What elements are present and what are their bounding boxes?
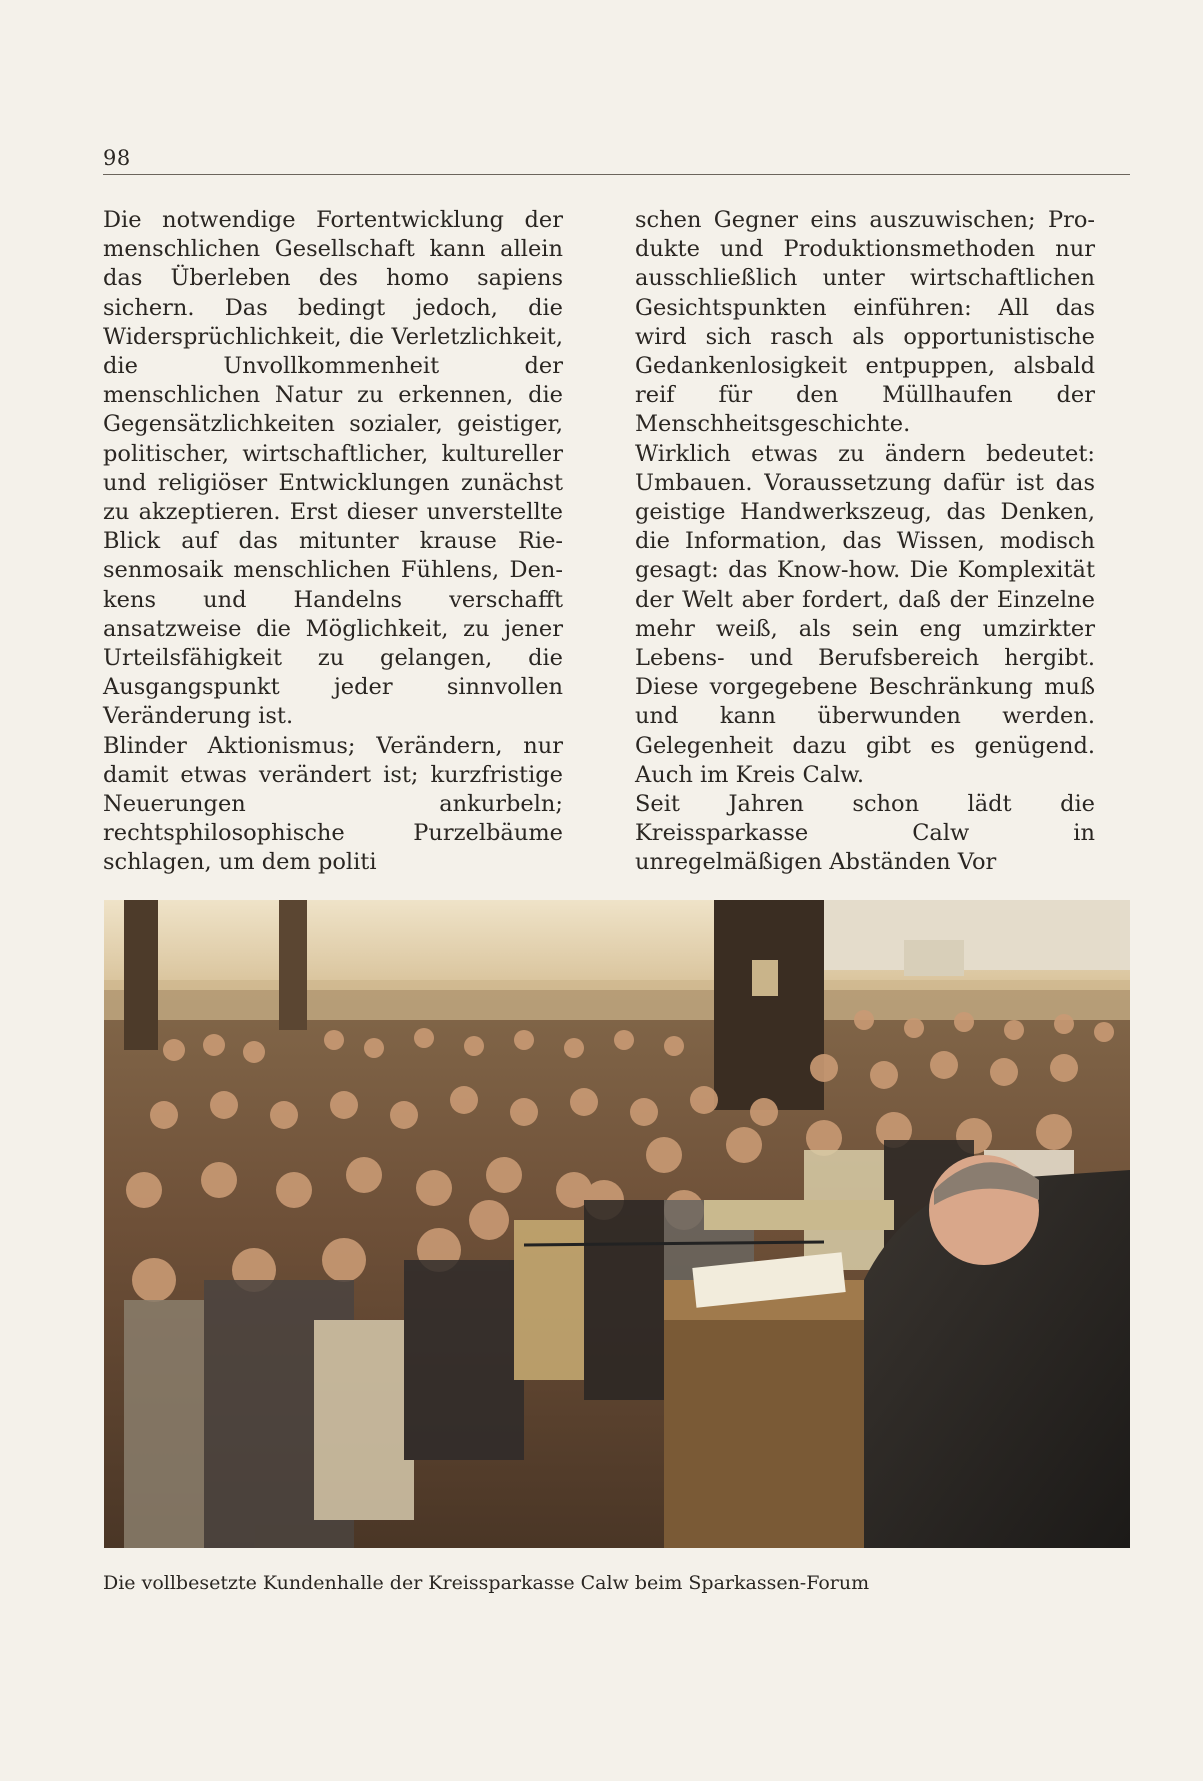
text-column-right (635, 206, 1095, 878)
figure-caption: Die vollbesetzte Kundenhalle der Kreissparkasse Calw beim Sparkassen-Forum (103, 1572, 870, 1594)
paragraph: Die notwendige Fortentwicklung der menschlichen Gesellschaft kann allein das Überleben des homo sapiens sichern. Das bedingt jedoch, die Widersprüchlichkeit, die Verletzlichkeit, die Unvollkommenheit der menschlichen Natur zu erkennen, die Gegensätzlichkeiten sozialer, geistiger, politischer, wirtschaftlicher, kultureller und religiöser Entwicklungen zunächst zu akzeptieren. Erst dieser unverstellte Blick auf das mitunter krause Riesenmosaik menschlichen Fühlens, Denkens und Handelns verschafft ansatzweise die Möglichkeit, zu jener Urteilsfähigkeit zu gelangen, die Ausgangspunkt jeder sinnvollen Veränderung ist. (103, 207, 563, 730)
audience-photo (104, 900, 1130, 1548)
audience-photo-illustration (104, 900, 1130, 1548)
paragraph: schen Gegner eins auszuwischen; Produkte und Produktionsmethoden nur ausschließlich unter wirtschaftlichen Gesichtspunkten einführen: All das wird sich rasch als opportunistische Gedankenlosigkeit entpuppen, alsbald reif für den Müllhaufen der Menschheitsgeschichte. (635, 207, 1095, 438)
paragraph: Seit Jahren schon lädt die Kreissparkasse Calw in unregelmäßigen Abständen Vor (635, 791, 1095, 876)
header-rule (103, 174, 1130, 175)
paragraph: Wirklich etwas zu ändern bedeutet: Umbauen. Voraussetzung dafür ist das geistige Handwerkszeug, das Denken, die Information, das Wissen, modisch gesagt: das Know-how. Die Komplexität der Welt aber fordert, daß der Einzelne mehr weiß, als sein eng umzirkter Lebens- und Berufsbereich hergibt. Diese vorgegebene Beschränkung muß und kann überwunden werden. Gelegenheit dazu gibt es genügend. Auch im Kreis Calw. (635, 440, 1095, 788)
page-number: 98 (103, 146, 131, 170)
text-column-left (103, 206, 563, 878)
paragraph: Blinder Aktionismus; Verändern, nur damit etwas verändert ist; kurzfristige Neuerungen ankurbeln; rechtsphilosophische Purzelbäume schlagen, um dem politi (103, 732, 563, 876)
